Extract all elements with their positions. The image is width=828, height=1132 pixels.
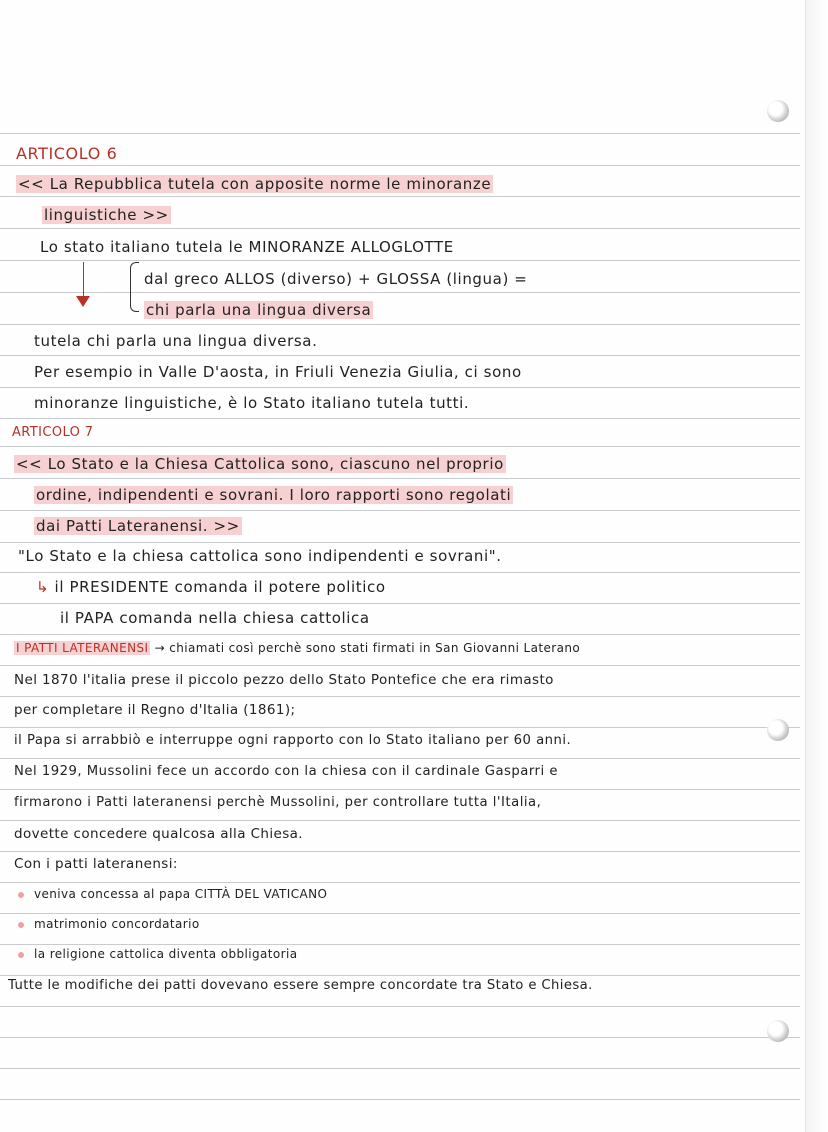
ruled-line	[0, 696, 800, 697]
ruled-line	[0, 944, 800, 945]
ruled-line	[0, 1006, 800, 1007]
ruled-line	[0, 603, 800, 604]
binder-hole	[767, 1020, 789, 1042]
text-line: il Papa si arrabbiò e interruppe ogni rapporto con lo Stato italiano per 60 anni.	[14, 733, 572, 748]
ruled-line	[0, 882, 800, 883]
ruled-line	[0, 260, 800, 261]
quote-article-6-end: linguistiche >>	[44, 206, 169, 224]
notebook-page: ARTICOLO 6 << La Repubblica tutela con apposite norme le minoranze linguistiche >> Lo stato italiano tutela le MINORANZE ALLOGLOTTE dal greco ALLOS (diverso) + GLOSSA (lingua) = chi parla una lingua diversa tutela chi parla una lingua diversa. Per esempio in Valle D'aosta, in Friuli Venezia Giulia, ci sono minoranze linguistiche, è lo Stato italiano tutela tutti. ARTICOLO 7 << Lo Stato e la Chiesa Cattolica sono, ciascuno nel proprio ordine, indipendenti e sovrani. I loro rapporti sono regolati dai Patti Lateranensi. >> "Lo Stato e la chiesa cattolica sono indipendenti e sovrani". ↳ il PRESIDENTE comanda il potere politico il PAPA comanda nella chiesa cattolica I PATTI LATERANENSI → chiamati così perchè sono stati firmati in San Giovanni Laterano Nel 1870 l'italia prese il piccolo pezzo dello Stato Pontefice che era rimasto per completare il Regno d'Italia (1861); il Papa si arrabbiò e interruppe ogni rapporto con lo Stato italiano per 60 anni. Nel 1929, Mussolini fece un accordo con la chiesa con il cardinale Gasparri e firmarono i Patti lateranensi perchè Mussolini, per controllare tutta l'Italia, dovette concedere qualcosa alla Chiesa. Con i patti lateranensi: veniva concessa al papa CITTÀ DEL VATICANO matrimonio concordatario la religione cattolica diventa obbligatoria Tutte le modifiche dei patti dovevano essere sempre concordate tra Stato e Chiesa.	[0, 0, 828, 1132]
ruled-line	[0, 292, 800, 293]
down-arrow-line	[83, 262, 84, 298]
ruled-line	[0, 913, 800, 914]
text-line: Con i patti lateranensi:	[14, 856, 178, 872]
ruled-line	[0, 758, 800, 759]
ruled-line	[0, 820, 800, 821]
text-line: firmarono i Patti lateranensi perchè Mussolini, per controllare tutta l'Italia,	[14, 795, 542, 810]
ruled-line	[0, 133, 800, 134]
list-item: la religione cattolica diventa obbligatoria	[34, 947, 298, 961]
quote-article-7: << Lo Stato e la Chiesa Cattolica sono, ciascuno nel proprio	[16, 455, 504, 473]
text-line: Tutte le modifiche dei patti dovevano essere sempre concordate tra Stato e Chiesa.	[8, 978, 593, 993]
text-line: dal greco ALLOS (diverso) + GLOSSA (lingua) =	[144, 270, 528, 288]
ruled-line	[0, 446, 800, 447]
ruled-line	[0, 789, 800, 790]
binder-hole	[767, 719, 789, 741]
ruled-line	[0, 851, 800, 852]
text-line: il PRESIDENTE comanda il potere politico	[54, 578, 386, 596]
ruled-line	[0, 665, 800, 666]
binder-hole	[767, 100, 789, 122]
ruled-line	[0, 542, 800, 543]
page-edge	[805, 0, 828, 1132]
quote-article-6: << La Repubblica tutela con apposite norme le minoranze	[18, 175, 492, 193]
ruled-line	[0, 572, 800, 573]
heading-articolo-6: ARTICOLO 6	[16, 144, 118, 163]
bullet-icon	[18, 922, 24, 928]
ruled-line	[0, 165, 800, 166]
text-line: Nel 1870 l'italia prese il piccolo pezzo dello Stato Pontefice che era rimasto	[14, 672, 554, 688]
text-line: "Lo Stato e la chiesa cattolica sono indipendenti e sovrani".	[18, 547, 502, 565]
text-line: tutela chi parla una lingua diversa.	[34, 332, 318, 350]
text-line: per completare il Regno d'Italia (1861);	[14, 702, 296, 718]
ruled-line	[0, 1037, 800, 1038]
text-line: Per esempio in Valle D'aosta, in Friuli Venezia Giulia, ci sono	[34, 363, 522, 381]
text-line: → chiamati così perchè sono stati firmati in San Giovanni Laterano	[154, 641, 581, 655]
ruled-line	[0, 196, 800, 197]
text-line: minoranze linguistiche, è lo Stato italiano tutela tutti.	[34, 394, 470, 412]
ruled-line	[0, 387, 800, 388]
down-arrow-icon	[76, 296, 90, 307]
text-line: chi parla una lingua diversa	[146, 301, 372, 319]
text-line: Nel 1929, Mussolini fece un accordo con la chiesa con il cardinale Gasparri e	[14, 764, 558, 779]
text-line: il PAPA comanda nella chiesa cattolica	[60, 609, 370, 627]
ruled-line	[0, 510, 800, 511]
bullet-icon	[18, 892, 24, 898]
ruled-line	[0, 324, 800, 325]
bracket-mark	[130, 262, 139, 312]
ruled-line	[0, 1099, 800, 1100]
ruled-line	[0, 478, 800, 479]
ruled-line	[0, 355, 800, 356]
list-item: veniva concessa al papa CITTÀ DEL VATICANO	[34, 887, 328, 901]
ruled-line	[0, 418, 800, 419]
text-line: dovette concedere qualcosa alla Chiesa.	[14, 826, 304, 842]
bullet-icon	[18, 952, 24, 958]
quote-article-7: ordine, indipendenti e sovrani. I loro rapporti sono regolati	[36, 486, 512, 504]
list-item: matrimonio concordatario	[34, 917, 200, 931]
ruled-line	[0, 1068, 800, 1069]
quote-article-7-end: dai Patti Lateranensi. >>	[36, 517, 240, 535]
ruled-line	[0, 634, 800, 635]
ruled-line	[0, 975, 800, 976]
heading-patti-lateranensi: I PATTI LATERANENSI	[16, 641, 149, 655]
ruled-line	[0, 228, 800, 229]
text-line: Lo stato italiano tutela le MINORANZE ALLOGLOTTE	[40, 238, 454, 256]
heading-articolo-7: ARTICOLO 7	[12, 425, 94, 440]
ruled-line	[0, 727, 800, 728]
